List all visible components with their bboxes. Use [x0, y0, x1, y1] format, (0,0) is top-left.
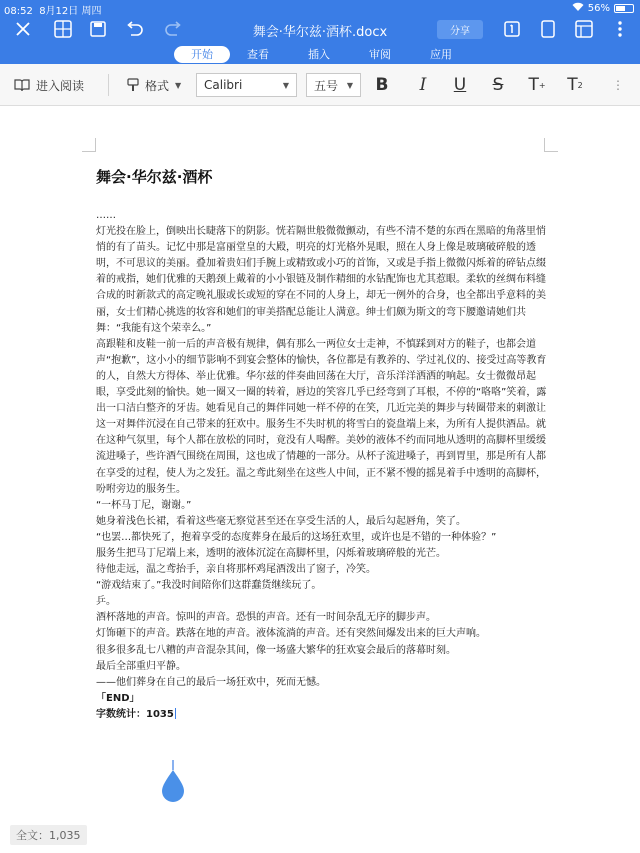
tab-apps[interactable]: 应用 [430, 48, 452, 61]
format-toolbar [0, 64, 640, 106]
chevron-down-icon: ▼ [282, 80, 289, 90]
italic-button[interactable]: I [419, 75, 427, 95]
battery-percent: 56% [587, 2, 610, 14]
paragraph[interactable]: 最后全部重归平静。 [96, 660, 186, 672]
redo-icon[interactable] [160, 16, 186, 42]
paragraph[interactable]: 她身着浅色长裙，看着这些毫无察觉甚至还在享受生活的人，最后勾起唇角，笑了。 [96, 515, 466, 527]
document-page[interactable] [0, 106, 640, 819]
style-label: 格式 [145, 78, 170, 93]
document-heading[interactable]: 舞会·华尔兹·酒杯 [96, 168, 213, 186]
selection-handle-icon[interactable] [161, 760, 185, 802]
paragraph[interactable]: 灯光投在脸上，倒映出长睫落下的阴影。恍若隔世般微微颤动，有些不清不楚的东西在黑暗的角落里悄悄的有了苗头。记忆中那是富丽堂皇的大殿，明亮的灯光格外晃眼，照在人身上像是玻璃破碎般的透明，不可思议的美丽。叠加着贵妇们手腕上或精致或小巧的首饰，又或是手指上微微闪烁着的碎钻点缀着的戒指，她们优雅的天鹅颈上戴着的小小银链及制作精细的水钻配饰也尤其惹眼。柔软的丝绸布料缝合成的时新款式的高定晚礼服或长或短的穿在不同的人身上，却无一例外的合身，也全都出乎意料的美丽，女士们精心挑选的妆容和她们的审美搭配总能让人满意。绅士们颇为斯文的弯下腰邀请她们共舞：“我能有这个荣幸么。” [96, 226, 546, 334]
book-icon [14, 78, 30, 92]
status-time: 08:52 [4, 6, 33, 17]
ribbon-tabs [0, 44, 640, 64]
grid-icon[interactable] [50, 16, 76, 42]
bottom-status-bar [0, 819, 640, 853]
subscript-button[interactable]: T 2 [567, 75, 583, 95]
font-size-select[interactable] [306, 73, 361, 97]
tablet-icon[interactable] [535, 16, 561, 42]
save-icon[interactable] [85, 16, 111, 42]
tab-view[interactable]: 查看 [247, 48, 269, 61]
more-format-icon[interactable]: ⋮ [612, 78, 624, 92]
tab-start[interactable]: 开始 [174, 46, 230, 63]
paragraph[interactable]: “也罢…都快死了，抱着享受的态度葬身在最后的这场狂欢里，或许也是不错的一种体验？” [96, 531, 497, 543]
one-page-icon[interactable] [499, 16, 525, 42]
paragraph[interactable]: 「END」 [96, 692, 140, 704]
more-icon[interactable] [607, 16, 633, 42]
tab-insert[interactable]: 插入 [308, 48, 330, 61]
tab-review[interactable]: 审阅 [369, 48, 391, 61]
style-button[interactable] [126, 64, 181, 106]
undo-icon[interactable] [122, 16, 148, 42]
font-size-value: 五号 [314, 78, 339, 93]
total-word-count[interactable]: 全文：1,035 [10, 825, 87, 845]
underline-button[interactable]: U [453, 75, 467, 95]
document-title: 舞会·华尔兹·酒杯.docx [252, 25, 388, 40]
font-name-select[interactable] [196, 73, 297, 97]
font-name-value: Calibri [204, 78, 243, 92]
paragraph[interactable]: 高跟鞋和皮鞋一前一后的声音极有规律，偶有那么一两位女士走神，不慎踩到对方的鞋子，也都会道声“抱歉”，这小小的细节影响不到宴会整体的愉快，各位都是有教养的、学过礼仪的、接受过高等教育的人，自然大方得体、举止优雅。华尔兹的伴奏曲回荡在大厅，音乐洋洋洒洒的响起。女士微微昂起眼，享受此刻的愉快。她一圈又一圈的转着，唇边的笑容几乎已经弯到了耳根，不停的“咯咯”笑着，露出一口洁白整齐的牙齿。她看见自己的舞伴同她一样不停的在笑，几近完美的舞步与转圈带来的刺激让这一对舞伴沉浸在自己带来的狂欢中。服务生不失时机的将雪白的瓷盘端上来，为所有人提供酒品。就在这种气氛里，每个人都在放松的同时，竟没有人喝醉。美妙的液体不约而同地从透明的高脚杯里缓缓流进嗓子，些许酒气围绕在周围，这也成了情趣的一部分。从杯子流进嗓子，再到胃里，那是所有人都在享受的过程，使人为之发狂。温之鸢此刻坐在这些人中间，正不紧不慢的摇晃着手中透明的高脚杯，吩咐旁边的服务生。 [96, 338, 547, 495]
paragraph[interactable]: 待他走远，温之鸢抬手，亲自将那杯鸡尾酒泼出了窗子，冷笑。 [96, 564, 376, 576]
toolbar-divider [108, 74, 109, 96]
paragraph-last[interactable] [96, 707, 548, 723]
bold-button[interactable]: B [375, 75, 389, 95]
paragraph[interactable]: 灯饰砸下的声音。跌落在地的声音。液体流淌的声音。还有突然间爆发出来的巨大声响。 [96, 628, 486, 640]
app-header [0, 0, 640, 64]
paragraph[interactable]: “一杯马丁尼，谢谢。” [96, 499, 192, 511]
format-brush-icon [126, 78, 140, 92]
document-body[interactable] [96, 208, 548, 723]
chevron-down-icon: ▼ [175, 80, 182, 90]
paragraph[interactable]: “游戏结束了。”我没时间陪你们这群蠢货继续玩了。 [96, 580, 322, 592]
wifi-icon [572, 2, 584, 14]
paragraph[interactable]: 酒杯落地的声音。惊叫的声音。恐惧的声音。还有一时间杂乱无序的脚步声。 [96, 612, 436, 624]
paragraph[interactable]: …… [96, 210, 116, 221]
read-mode-label: 进入阅读 [36, 78, 85, 93]
status-date: 8月12日 周四 [39, 6, 102, 17]
title-toolbar [0, 16, 640, 42]
strikethrough-button[interactable]: S [492, 75, 504, 95]
margin-corner-mark [544, 138, 558, 152]
chevron-down-icon: ▼ [346, 80, 353, 90]
paragraph[interactable]: 服务生把马丁尼端上来，透明的液体沉淀在高脚杯里，闪烁着玻璃碎般的光芒。 [96, 547, 446, 559]
word-count-line: 字数统计：1035 [96, 708, 174, 720]
paragraph[interactable]: 很多很多乱七八糟的声音混杂其间，像一场盛大繁华的狂欢宴会最后的落幕时刻。 [96, 644, 456, 656]
paragraph[interactable]: ——他们葬身在自己的最后一场狂欢中，死而无憾。 [96, 676, 326, 688]
layout-icon[interactable] [571, 16, 597, 42]
paragraph[interactable]: 乒。 [96, 596, 116, 608]
margin-corner-mark [82, 138, 96, 152]
battery-icon [614, 4, 634, 13]
text-cursor [175, 708, 176, 719]
share-button[interactable]: 分享 [437, 20, 483, 39]
superscript-button[interactable]: T + [528, 75, 546, 95]
status-bar [0, 0, 640, 16]
read-mode-button[interactable] [14, 64, 84, 106]
close-icon[interactable] [10, 16, 36, 42]
